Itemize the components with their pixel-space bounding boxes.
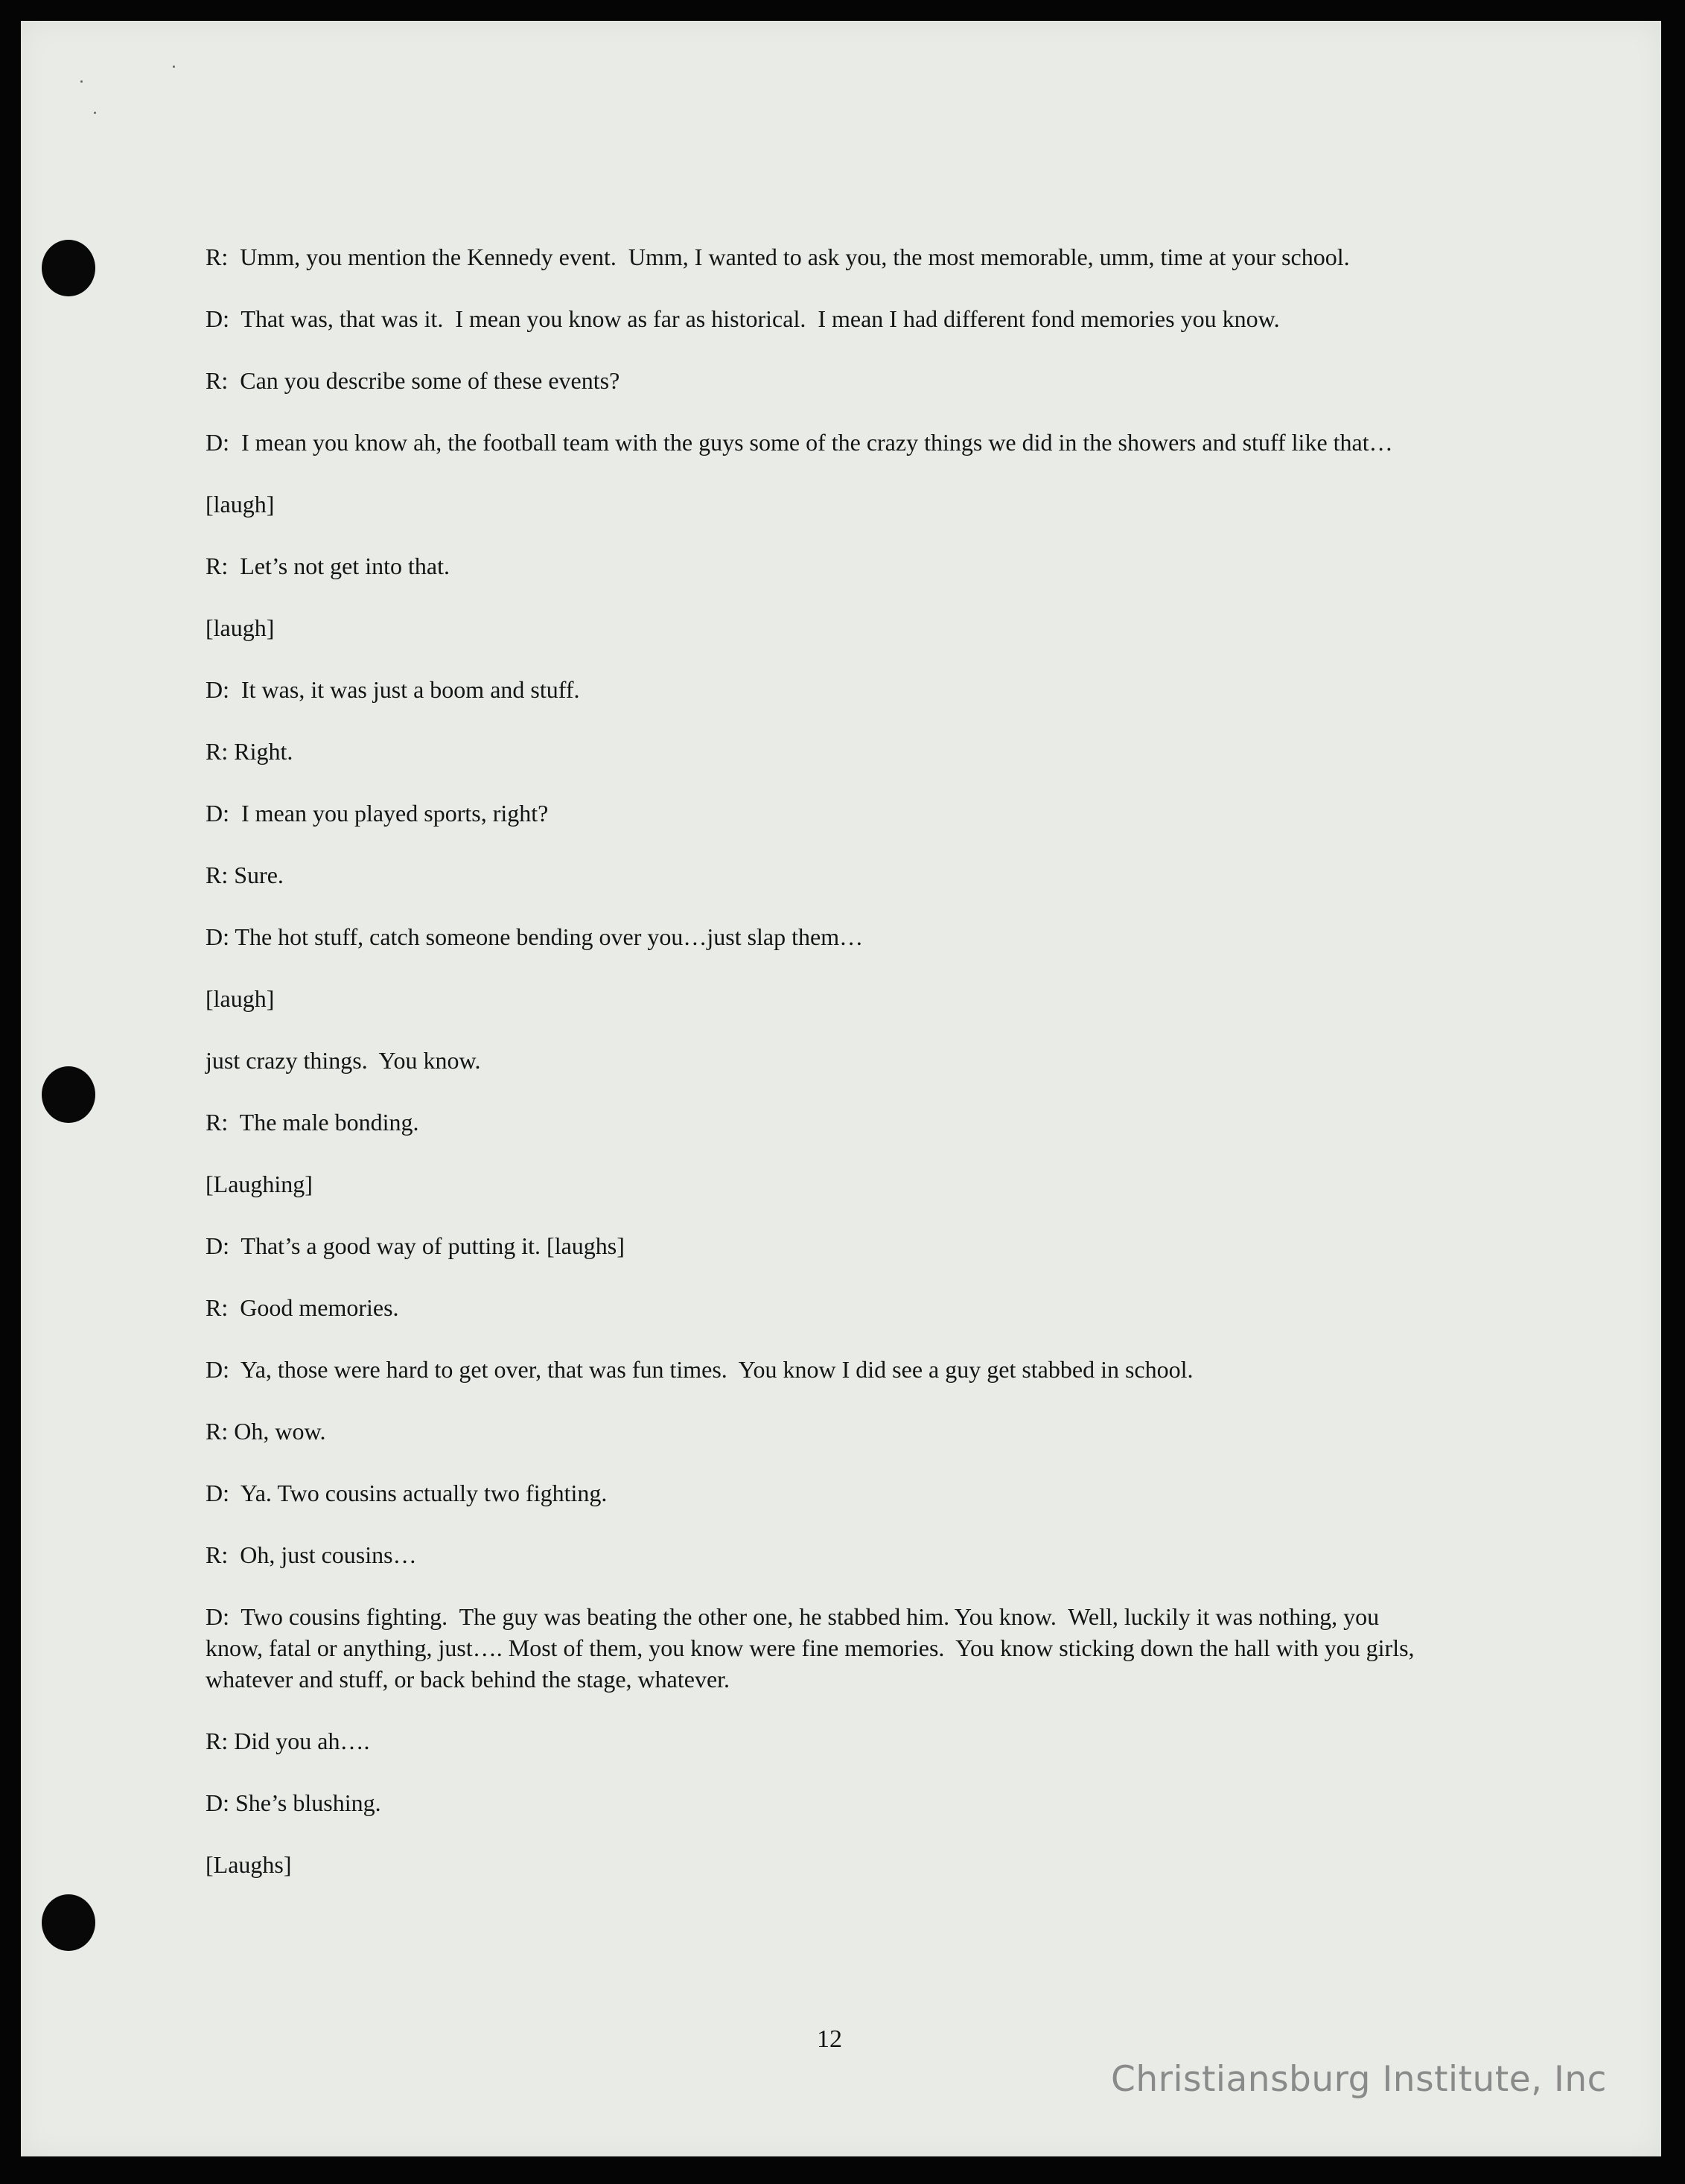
transcript-line: R: Right. bbox=[206, 738, 293, 765]
transcript-line: R: Can you describe some of these events? bbox=[206, 367, 620, 394]
paper-speck bbox=[80, 80, 83, 83]
transcript-line: D: I mean you know ah, the football team with the guys some of the crazy things we did in the showers and stuff like that… bbox=[206, 429, 1393, 456]
transcript-body bbox=[206, 241, 1427, 1911]
punch-hole-bottom bbox=[42, 1894, 95, 1951]
transcript-line: D: Two cousins fighting. The guy was beating the other one, he stabbed him. You know. Well, luckily it was nothing, you know, fatal or anything, just…. Most of them, you know were fine memories. You know sticking down the hall with you girls, whatever and stuff, or back behind the stage, whatever. bbox=[206, 1603, 1421, 1693]
transcript-line: R: Let’s not get into that. bbox=[206, 553, 450, 579]
paper-speck bbox=[173, 66, 175, 68]
transcript-line: R: Good memories. bbox=[206, 1294, 399, 1321]
transcript-line: D: I mean you played sports, right? bbox=[206, 800, 549, 827]
transcript-line: D: She’s blushing. bbox=[206, 1789, 381, 1816]
transcript-line: D: Ya. Two cousins actually two fighting. bbox=[206, 1480, 608, 1506]
transcript-line: [Laughing] bbox=[206, 1171, 313, 1197]
transcript-line: R: The male bonding. bbox=[206, 1109, 419, 1136]
transcript-line: D: That was, that was it. I mean you know as far as historical. I mean I had different fond memories you know. bbox=[206, 305, 1280, 332]
transcript-line: R: Did you ah…. bbox=[206, 1728, 370, 1754]
transcript-line: [laugh] bbox=[206, 985, 275, 1012]
transcript-line: R: Oh, just cousins… bbox=[206, 1541, 417, 1568]
punch-hole-middle bbox=[42, 1066, 95, 1123]
transcript-line: [Laughs] bbox=[206, 1851, 292, 1878]
transcript-line: R: Sure. bbox=[206, 862, 284, 888]
paper-speck bbox=[94, 112, 96, 114]
transcript-line: D: It was, it was just a boom and stuff. bbox=[206, 676, 580, 703]
transcript-line: R: Oh, wow. bbox=[206, 1418, 326, 1445]
transcript-line: [laugh] bbox=[206, 614, 275, 641]
page-number: 12 bbox=[817, 2025, 842, 2053]
watermark: Christiansburg Institute, Inc bbox=[1111, 2059, 1607, 2100]
transcript-line: D: That’s a good way of putting it. [laughs] bbox=[206, 1232, 625, 1259]
transcript-line: [laugh] bbox=[206, 491, 275, 518]
transcript-line: D: Ya, those were hard to get over, that was fun times. You know I did see a guy get stabbed in school. bbox=[206, 1356, 1194, 1383]
transcript-line: D: The hot stuff, catch someone bending over you…just slap them… bbox=[206, 923, 864, 950]
transcript-line: just crazy things. You know. bbox=[206, 1047, 481, 1074]
punch-hole-top bbox=[42, 240, 95, 296]
transcript-line: R: Umm, you mention the Kennedy event. Umm, I wanted to ask you, the most memorable, umm, time at your school. bbox=[206, 243, 1350, 270]
